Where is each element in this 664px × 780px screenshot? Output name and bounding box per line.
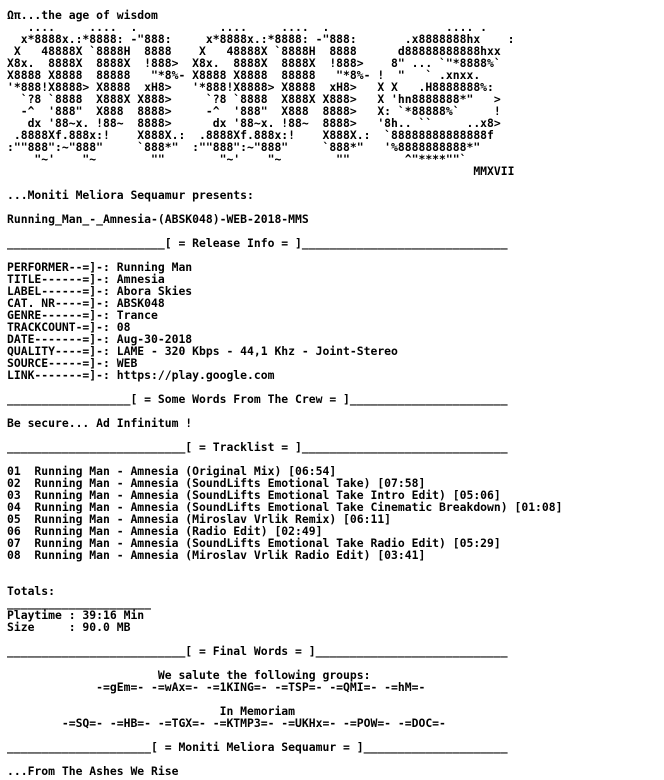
info-genre: GENRE------=]-: Trance	[7, 308, 158, 322]
blank-line	[7, 561, 562, 573]
track-row: 06 Running Man - Amnesia (Radio Edit) [02:49]	[7, 524, 323, 538]
ascii-logo-line: .8888Xf.888x:! X888X.: .8888Xf.888x:! X888X.: `88888888888888f	[7, 128, 494, 142]
ascii-logo-line: X 48888X `8888H 8888 X 48888X `8888H 8888 d88888888888hxx	[7, 44, 501, 58]
crew-message: Be secure... Ad Infinitum !	[7, 416, 193, 430]
track-row: 04 Running Man - Amnesia (SoundLifts Emotional Take Cinematic Breakdown) [01:08]	[7, 500, 563, 514]
release-name: Running_Man_-_Amnesia-(ABSK048)-WEB-2018-MMS	[7, 212, 309, 226]
ascii-logo-line: :""888":~"888" `888*" :""888":~"888" `888*" '%8888888888*"	[7, 140, 481, 154]
info-trackcount: TRACKCOUNT-=]-: 08	[7, 320, 131, 334]
track-row: 03 Running Man - Amnesia (SoundLifts Emotional Take Intro Edit) [05:06]	[7, 488, 501, 502]
track-row: 01 Running Man - Amnesia (Original Mix) [06:54]	[7, 464, 337, 478]
info-performer: PERFORMER--=]-: Running Man	[7, 260, 193, 274]
closing-line: ...From The Ashes We Rise	[7, 764, 179, 778]
blank-line	[7, 573, 562, 585]
info-date: DATE-------=]-: Aug-30-2018	[7, 332, 193, 346]
ascii-logo-line: dx '88~x. !88~ 8888> dx '88~x. !88~ 8888> '8h.. `` ..x8>	[7, 116, 501, 130]
memoriam-heading: In Memoriam	[7, 704, 296, 718]
presents-line: ...Moniti Meliora Sequamur presents:	[7, 188, 254, 202]
track-row: 07 Running Man - Amnesia (SoundLifts Emotional Take Radio Edit) [05:29]	[7, 536, 501, 550]
info-title: TITLE------=]-: Amnesia	[7, 272, 165, 286]
ascii-logo-line: X8888 X8888 88888 "*8%- X8888 X8888 88888 "*8%- ! " ` .xnxx.	[7, 68, 481, 82]
info-quality: QUALITY----=]-: LAME - 320 Kbps - 44,1 Khz - Joint-Stereo	[7, 344, 398, 358]
ascii-logo-line: `?8 `8888 X888X X888> `?8 `8888 X888X X888> X 'hn8888888*" >	[7, 92, 501, 106]
info-catalog-number: CAT. NR----=]-: ABSK048	[7, 296, 165, 310]
track-row: 05 Running Man - Amnesia (Miroslav Vrlik Remix) [06:11]	[7, 512, 392, 526]
ascii-logo-line: '*888!X8888> X8888 xH8> '*888!X8888> X8888 xH8> X X .H8888888%:	[7, 80, 494, 94]
ascii-logo-line: x*8888x.:*8888: -"888: x*8888x.:*8888: -"888: .x8888888hx :	[7, 32, 515, 46]
ascii-logo-line: .... .... . .... .... . .... .	[7, 20, 488, 34]
section-header-group-motto: _____________________[ = Moniti Meliora Sequamur = ]_____________________	[7, 740, 508, 754]
ascii-logo-line: X8x. 8888X 8888X !888> X8x. 8888X 8888X !888> 8" ... `"*8888%`	[7, 56, 501, 70]
totals-divider: _____________________	[7, 596, 152, 610]
nfo-text-document	[7, 9, 562, 777]
track-row: 08 Running Man - Amnesia (Miroslav Vrlik Radio Edit) [03:41]	[7, 548, 426, 562]
info-source: SOURCE-----=]-: WEB	[7, 356, 138, 370]
section-header-release-info: _______________________[ = Release Info = ]______________________________	[7, 236, 508, 250]
track-row: 02 Running Man - Amnesia (SoundLifts Emotional Take) [07:58]	[7, 476, 426, 490]
greetings-groups: -=gEm=- -=wAx=- -=1KING=- -=TSP=- -=QMI=- -=hM=-	[7, 680, 426, 694]
memoriam-groups: -=SQ=- -=HB=- -=TGX=- -=KTMP3=- -=UKHx=- -=POW=- -=DOC=-	[7, 716, 446, 730]
section-header-tracklist: __________________________[ = Tracklist = ]______________________________	[7, 440, 508, 454]
greetings-heading: We salute the following groups:	[7, 668, 371, 682]
ascii-logo-year: MMXVII	[7, 164, 515, 178]
info-link: LINK-------=]-: https://play.google.com	[7, 368, 275, 382]
section-header-final-words: __________________________[ = Final Words = ]____________________________	[7, 644, 508, 658]
section-header-crew-words: __________________[ = Some Words From The Crew = ]_______________________	[7, 392, 508, 406]
ascii-logo-line: -^ '888" X888 8888> -^ '888" X888 8888> X: `*88888%` !	[7, 104, 501, 118]
ascii-logo-line: "~' "~ "" "~' "~ "" ^"****""`	[7, 152, 467, 166]
totals-size: Size : 90.0 MB	[7, 620, 131, 634]
info-label: LABEL------=]-: Abora Skies	[7, 284, 193, 298]
totals-playtime: Playtime : 39:16 Min	[7, 608, 145, 622]
nfo-line-header-tagline: Ωπ...the age of wisdom	[7, 8, 158, 22]
totals-heading: Totals:	[7, 584, 56, 598]
